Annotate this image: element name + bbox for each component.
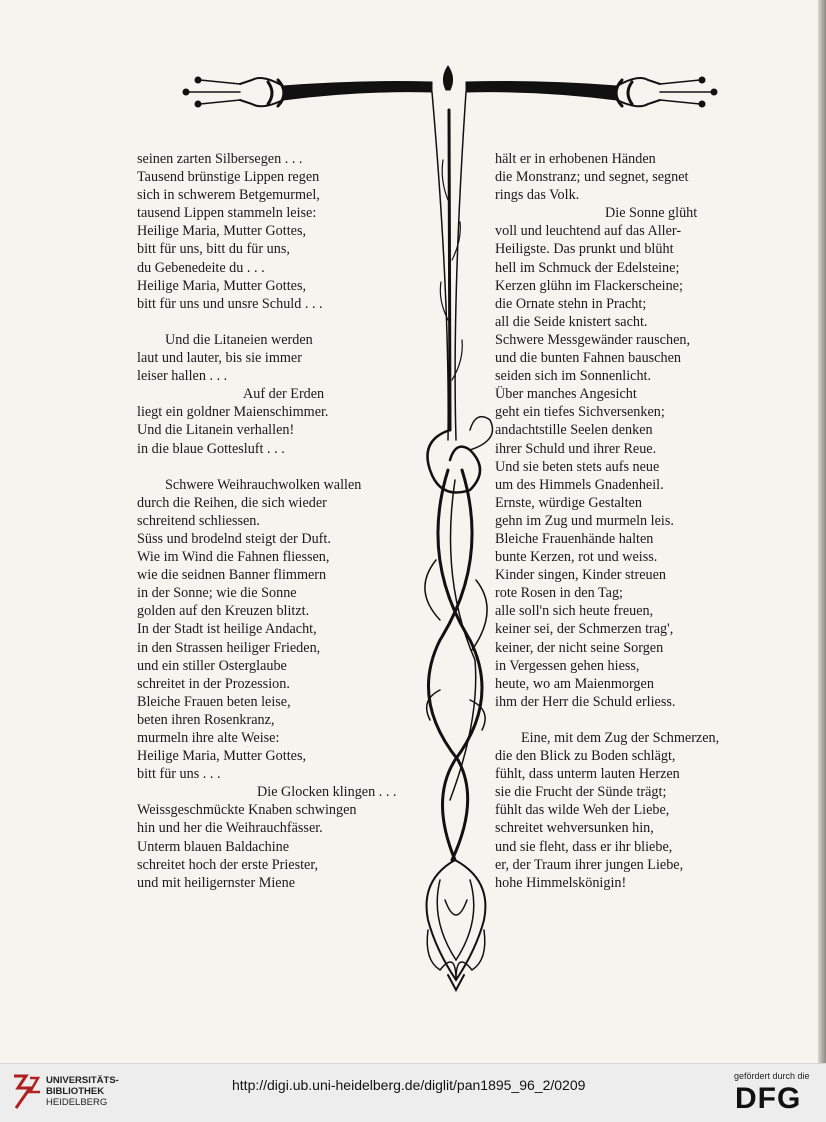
left-poem-line: leiser hallen . . . [137,368,228,385]
left-poem-line: bitt für uns und unsre Schuld . . . [137,295,323,312]
left-poem-line: und ein stiller Osterglaube [137,657,287,674]
right-poem-line: fühlt, dass unterm lauten Herzen [495,766,680,783]
right-poem-line: bunte Kerzen, rot und weiss. [495,549,658,566]
university-library-logo-icon[interactable] [8,1070,48,1114]
right-poem-line: all die Seide knistert sacht. [495,313,648,330]
left-poem-line: Auf der Erden [243,386,325,403]
right-poem-line: andachtstille Seelen denken [495,422,653,439]
right-poem-line: und die bunten Fahnen bauschen [495,350,681,367]
funded-by-label: gefördert durch die [734,1071,810,1081]
left-poem-line: Unterm blauen Baldachine [137,838,290,855]
left-poem-line: schreitend schliessen. [137,512,260,529]
right-text-column [495,150,785,892]
left-poem-line: liegt ein goldner Maienschimmer. [137,404,329,421]
right-poem-line: sie die Frucht der Sünde trägt; [495,784,667,801]
left-poem-line: bitt für uns, bitt du für uns, [137,241,290,258]
left-poem-line: In der Stadt ist heilige Andacht, [137,621,317,638]
left-poem-line: Und die Litaneien werden [165,331,313,348]
right-poem-line: hält er in erhobenen Händen [495,151,656,167]
university-line-2: BIBLIOTHEK [46,1086,105,1097]
university-name [46,1075,119,1108]
left-poem-line: golden auf den Kreuzen blitzt. [137,603,310,620]
left-stanza-gap [137,458,437,476]
right-poem-line: fühlt das wilde Weh der Liebe, [495,802,670,819]
right-poem-line: keiner, der nicht seine Sorgen [495,639,664,656]
left-poem-line: und mit heiligernster Miene [137,874,295,891]
right-poem-line: die den Blick zu Boden schlägt, [495,748,676,765]
left-poem-line: bitt für uns . . . [137,766,221,783]
right-poem-line: Schwere Messgewänder rauschen, [495,331,691,348]
right-poem-line: um des Himmels Gnadenheil. [495,476,664,493]
right-stanza-gap [495,711,785,729]
right-poem-line: er, der Traum ihrer jungen Liebe, [495,856,684,873]
left-poem-line: Bleiche Frauen beten leise, [137,693,291,710]
left-poem-line: schreitet hoch der erste Priester, [137,856,319,873]
left-poem-line: sich in schwerem Betgemurmel, [137,187,320,204]
page-url-link[interactable]: http://digi.ub.uni-heidelberg.de/diglit/pan1895_96_2/0209 [232,1077,586,1093]
right-poem-line: voll und leuchtend auf das Aller- [495,223,682,240]
footer-bar [0,1063,826,1122]
right-poem-line: geht ein tiefes Sichversenken; [495,404,665,421]
page-edge [818,0,826,1063]
dfg-logo-icon[interactable]: DFG [735,1082,802,1115]
university-line-1: UNIVERSITÄTS- [46,1075,119,1086]
left-poem-line: Und die Litanein verhallen! [137,422,295,439]
left-poem-line: Wie im Wind die Fahnen fliessen, [137,549,330,566]
left-poem-line: du Gebenedeite du . . . [137,259,265,276]
left-poem-line: in den Strassen heiliger Frieden, [137,639,321,656]
right-poem-line: Kerzen glühn im Flackerscheine; [495,277,683,294]
right-poem-line: Die Sonne glüht [605,205,698,222]
right-poem-line: keiner sei, der Schmerzen trag', [495,621,674,638]
right-poem-line: seiden sich im Sonnenlicht. [495,368,652,385]
right-poem-line: Ernste, würdige Gestalten [495,494,642,511]
right-poem-line: Und sie beten stets aufs neue [495,458,660,475]
left-poem-line: in der Sonne; wie die Sonne [137,585,297,602]
left-poem-line: beten ihren Rosenkranz, [137,711,275,728]
left-poem-line: wie die seidnen Banner flimmern [137,567,327,584]
left-poem-line: Tausend brünstige Lippen regen [137,169,320,186]
right-poem-line: ihrer Schuld und ihrer Reue. [495,440,657,457]
left-poem-line: schreitet in der Prozession. [137,675,290,692]
left-poem-line: seinen zarten Silbersegen . . . [137,151,303,167]
left-poem-line: murmeln ihre alte Weise: [137,730,280,746]
right-poem-line: Bleiche Frauenhände halten [495,530,654,547]
left-poem-line: Schwere Weihrauchwolken wallen [165,476,362,493]
right-poem-line: heute, wo am Maienmorgen [495,675,654,692]
right-poem-line: die Monstranz; und segnet, segnet [495,169,689,186]
left-poem-line: tausend Lippen stammeln leise: [137,205,317,222]
left-poem-line: Die Glocken klingen . . . [257,784,397,801]
right-poem-line: gehn im Zug und murmeln leis. [495,512,674,529]
left-poem-line: in die blaue Gottesluft . . . [137,440,285,457]
university-line-3: HEIDELBERG [46,1097,108,1108]
left-poem-line: laut und lauter, bis sie immer [137,350,302,367]
right-poem-line: hohe Himmelskönigin! [495,874,627,891]
right-poem-line: alle soll'n sich heute freuen, [495,603,654,620]
right-poem-line: Kinder singen, Kinder streuen [495,567,666,584]
left-stanza-gap [137,313,437,331]
right-poem-line: ihm der Herr die Schuld erliess. [495,693,676,710]
left-poem-line: hin und her die Weihrauchfässer. [137,820,323,837]
left-text-column [137,150,437,892]
left-poem-line: Heilige Maria, Mutter Gottes, [137,223,307,240]
left-poem-line: Heilige Maria, Mutter Gottes, [137,748,307,765]
left-poem-line: Weissgeschmückte Knaben schwingen [137,802,357,819]
left-poem-line: durch die Reihen, die sich wieder [137,494,327,511]
right-poem-line: rings das Volk. [495,187,580,204]
right-poem-line: in Vergessen gehen hiess, [495,657,640,674]
right-poem-line: Heiligste. Das prunkt und blüht [495,241,674,258]
right-poem-line: rote Rosen in den Tag; [495,585,623,602]
left-poem-line: Süss und brodelnd steigt der Duft. [137,530,331,547]
right-poem-line: schreitet wehversunken hin, [495,820,654,837]
right-poem-line: hell im Schmuck der Edelsteine; [495,259,680,276]
right-poem-line: die Ornate stehn in Pracht; [495,295,647,312]
right-poem-line: und sie fleht, dass er ihr bliebe, [495,838,673,855]
right-poem-line: Eine, mit dem Zug der Schmerzen, [521,730,720,746]
left-poem-line: Heilige Maria, Mutter Gottes, [137,277,307,294]
right-poem-line: Über manches Angesicht [495,386,637,403]
